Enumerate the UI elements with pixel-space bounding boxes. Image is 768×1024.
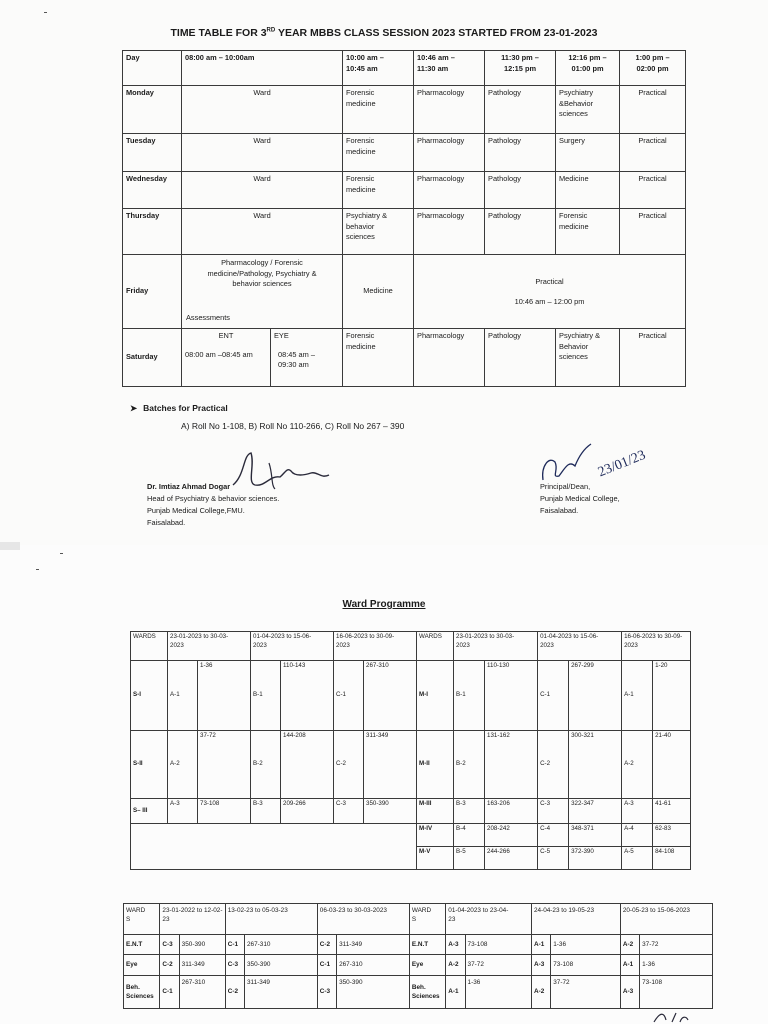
roll-range: 110-130 bbox=[485, 661, 538, 731]
friday-subjects: Pharmacology / Forensic medicine/Pathology, Psychiatry & behavior sciences bbox=[207, 258, 317, 289]
ward-name: S-I bbox=[131, 661, 168, 731]
group-cell: A-3 bbox=[531, 955, 550, 976]
group-cell: C-1 bbox=[538, 661, 569, 731]
roll-range: 84-108 bbox=[653, 847, 691, 870]
wards-header: WARD S bbox=[124, 904, 160, 935]
slot-header: 12:16 pm – 01:00 pm bbox=[556, 51, 620, 86]
group-cell: A-2 bbox=[622, 731, 653, 799]
group-cell: B-3 bbox=[454, 799, 485, 824]
group-cell: A-1 bbox=[531, 935, 550, 955]
group-cell: C-2 bbox=[317, 935, 336, 955]
subject-cell: Pathology bbox=[485, 134, 556, 172]
subject-cell: Pharmacology bbox=[414, 134, 485, 172]
group-cell: C-5 bbox=[538, 847, 569, 870]
group-cell: C-2 bbox=[160, 955, 179, 976]
group-cell: C-1 bbox=[160, 976, 179, 1009]
roll-range: 41-61 bbox=[653, 799, 691, 824]
subject-cell: Forensic medicine bbox=[343, 86, 414, 134]
period-header: 23-01-2022 to 12-02-23 bbox=[160, 904, 225, 935]
ent-time: 08:00 am –08:45 am bbox=[185, 349, 253, 359]
table-row bbox=[131, 824, 691, 847]
ward-name: Eye bbox=[409, 955, 445, 976]
subject-cell: Practical bbox=[620, 172, 686, 209]
table-row bbox=[123, 172, 686, 209]
table-row bbox=[131, 661, 691, 731]
subject-cell: Psychiatry & Behavior sciences bbox=[556, 329, 620, 387]
friday-row bbox=[123, 255, 686, 329]
ent-eye-beh-table bbox=[123, 903, 713, 1009]
roll-range: 372-390 bbox=[569, 847, 622, 870]
period-header: 24-04-23 to 19-05-23 bbox=[531, 904, 620, 935]
group-cell: C-2 bbox=[225, 976, 244, 1009]
friday-subjects-cell bbox=[182, 255, 343, 329]
ward-name: Eye bbox=[124, 955, 160, 976]
subject-cell: Practical bbox=[620, 86, 686, 134]
table-row bbox=[123, 209, 686, 255]
day-cell: Monday bbox=[123, 86, 182, 134]
period-header: 01-04-2023 to 15-06- 2023 bbox=[251, 632, 334, 661]
slot-header: 10:46 am – 11:30 am bbox=[414, 51, 485, 86]
roll-range: 350-390 bbox=[244, 955, 317, 976]
group-cell: A-3 bbox=[620, 976, 639, 1009]
roll-range: 267-310 bbox=[244, 935, 317, 955]
signatory-institution: Punjab Medical College,FMU. bbox=[147, 505, 245, 515]
ward-name: M-IV bbox=[417, 824, 454, 847]
group-cell: B-5 bbox=[454, 847, 485, 870]
roll-range: 322-347 bbox=[569, 799, 622, 824]
roll-range: 37-72 bbox=[465, 955, 531, 976]
roll-range: 1-36 bbox=[640, 955, 713, 976]
group-cell: C-4 bbox=[538, 824, 569, 847]
subject-cell: Psychiatry &Behavior sciences bbox=[556, 86, 620, 134]
scan-mark bbox=[60, 553, 63, 554]
period-header: 06-03-23 to 30-03-2023 bbox=[317, 904, 409, 935]
ward-cell: Ward bbox=[182, 86, 343, 134]
empty-cell bbox=[131, 824, 417, 870]
title-superscript: RD bbox=[266, 27, 276, 34]
title-text: TIME TABLE FOR 3 bbox=[170, 27, 267, 39]
slot-header: 1:00 pm – 02:00 pm bbox=[620, 51, 686, 86]
practical-label: Practical bbox=[535, 277, 564, 287]
subject-cell: Psychiatry & behavior sciences bbox=[343, 209, 414, 255]
group-cell: A-4 bbox=[622, 824, 653, 847]
signature-right bbox=[540, 481, 620, 517]
ward-cell: Ward bbox=[182, 134, 343, 172]
group-cell: B-3 bbox=[251, 799, 281, 824]
batches-heading bbox=[130, 403, 228, 414]
wards-header: WARD S bbox=[409, 904, 445, 935]
roll-range: 267-299 bbox=[569, 661, 622, 731]
group-cell: A-1 bbox=[168, 661, 198, 731]
roll-range: 110-143 bbox=[281, 661, 334, 731]
table-row bbox=[131, 799, 691, 824]
roll-range: 21-40 bbox=[653, 731, 691, 799]
signature-date-text: 23/01/23 bbox=[596, 447, 648, 481]
group-cell: A-5 bbox=[622, 847, 653, 870]
bottom-header-row bbox=[124, 904, 713, 935]
table-row bbox=[124, 955, 713, 976]
signatory-city: Faisalabad. bbox=[540, 505, 579, 515]
day-cell: Tuesday bbox=[123, 134, 182, 172]
group-cell: C-2 bbox=[538, 731, 569, 799]
timetable bbox=[122, 50, 686, 387]
roll-range: 37-72 bbox=[198, 731, 251, 799]
group-cell: A-2 bbox=[531, 976, 550, 1009]
roll-range: 311-349 bbox=[244, 976, 317, 1009]
subject-cell: Pathology bbox=[485, 172, 556, 209]
title-text-rest: YEAR MBBS CLASS SESSION 2023 STARTED FROM 23-01-2023 bbox=[275, 27, 598, 39]
slot-header: 10:00 am – 10:45 am bbox=[343, 51, 414, 86]
roll-range: 131-162 bbox=[485, 731, 538, 799]
day-cell: Thursday bbox=[123, 209, 182, 255]
roll-range: 73-108 bbox=[640, 976, 713, 1009]
roll-range: 144-208 bbox=[281, 731, 334, 799]
signatory-city: Faisalabad. bbox=[147, 517, 186, 527]
subject-cell: Pathology bbox=[485, 329, 556, 387]
subject-cell: Pathology bbox=[485, 209, 556, 255]
group-cell: C-3 bbox=[160, 935, 179, 955]
roll-range: 1-36 bbox=[198, 661, 251, 731]
roll-range: 1-20 bbox=[653, 661, 691, 731]
roll-range: 348-371 bbox=[569, 824, 622, 847]
ward-programme-table bbox=[130, 631, 691, 870]
signatory-title: Head of Psychiatry & behavior sciences. bbox=[147, 493, 280, 503]
ward-name: E.N.T bbox=[409, 935, 445, 955]
subject-cell: Medicine bbox=[556, 172, 620, 209]
subject-cell: Forensic medicine bbox=[556, 209, 620, 255]
batches-heading-text: Batches for Practical bbox=[143, 403, 228, 413]
ward-name: M-II bbox=[417, 731, 454, 799]
batches-rolls: A) Roll No 1-108, B) Roll No 110-266, C) Roll No 267 – 390 bbox=[181, 421, 405, 431]
group-cell: B-2 bbox=[454, 731, 485, 799]
ward-name: M-V bbox=[417, 847, 454, 870]
wards-header: WARDS bbox=[417, 632, 454, 661]
roll-range: 73-108 bbox=[465, 935, 531, 955]
practical-time: 10:46 am – 12:00 pm bbox=[514, 296, 585, 306]
table-row bbox=[124, 976, 713, 1009]
page-title bbox=[0, 27, 768, 39]
group-cell: A-3 bbox=[168, 799, 198, 824]
ward-name: Beh. Sciences bbox=[409, 976, 445, 1009]
roll-range: 350-390 bbox=[337, 976, 410, 1009]
roll-range: 1-36 bbox=[551, 935, 621, 955]
day-cell: Saturday bbox=[123, 329, 182, 387]
table-row bbox=[123, 86, 686, 134]
ward-cell: Ward bbox=[182, 209, 343, 255]
slot-header: 11:30 pm – 12:15 pm bbox=[485, 51, 556, 86]
header-row bbox=[123, 51, 686, 86]
ward-header-row bbox=[131, 632, 691, 661]
slot-header: 08:00 am – 10:00am bbox=[182, 51, 343, 86]
table-row bbox=[124, 935, 713, 955]
group-cell: C-1 bbox=[317, 955, 336, 976]
practical-cell bbox=[414, 255, 686, 329]
roll-range: 311-349 bbox=[364, 731, 417, 799]
ward-name: M-III bbox=[417, 799, 454, 824]
ward-name: S– III bbox=[131, 799, 168, 824]
period-header: 13-02-23 to 05-03-23 bbox=[225, 904, 317, 935]
group-cell: A-2 bbox=[168, 731, 198, 799]
roll-range: 244-266 bbox=[485, 847, 538, 870]
roll-range: 1-36 bbox=[465, 976, 531, 1009]
period-header: 01-04-2023 to 15-06- 2023 bbox=[538, 632, 622, 661]
period-header: 16-06-2023 to 30-09- 2023 bbox=[334, 632, 417, 661]
subject-cell: Pharmacology bbox=[414, 172, 485, 209]
roll-range: 37-72 bbox=[640, 935, 713, 955]
ward-name: S-II bbox=[131, 731, 168, 799]
day-header: Day bbox=[123, 51, 182, 86]
group-cell: B-4 bbox=[454, 824, 485, 847]
ent-cell bbox=[182, 329, 271, 387]
roll-range: 311-349 bbox=[337, 935, 410, 955]
roll-range: 350-390 bbox=[364, 799, 417, 824]
period-header: 01-04-2023 to 23-04- 23 bbox=[446, 904, 532, 935]
roll-range: 73-108 bbox=[551, 955, 621, 976]
group-cell: C-3 bbox=[334, 799, 364, 824]
group-cell: C-1 bbox=[334, 661, 364, 731]
table-row bbox=[123, 134, 686, 172]
signature-fragment-image bbox=[650, 1010, 690, 1024]
subject-cell: Pharmacology bbox=[414, 209, 485, 255]
roll-range: 267-310 bbox=[179, 976, 225, 1009]
saturday-row bbox=[123, 329, 686, 387]
roll-range: 350-390 bbox=[179, 935, 225, 955]
ward-name: E.N.T bbox=[124, 935, 160, 955]
page-edge bbox=[0, 542, 20, 550]
scan-mark bbox=[36, 569, 39, 570]
subject-cell: Medicine bbox=[343, 255, 414, 329]
roll-range: 37-72 bbox=[551, 976, 621, 1009]
period-header: 16-06-2023 to 30-09- 2023 bbox=[622, 632, 691, 661]
period-header: 23-01-2023 to 30-03- 2023 bbox=[168, 632, 251, 661]
ward-name: Beh. Sciences bbox=[124, 976, 160, 1009]
signature-left bbox=[147, 481, 279, 528]
ent-label: ENT bbox=[218, 331, 234, 340]
signature-right-image bbox=[535, 418, 695, 488]
subject-cell: Forensic medicine bbox=[343, 172, 414, 209]
roll-range: 208-242 bbox=[485, 824, 538, 847]
wards-header: WARDS bbox=[131, 632, 168, 661]
group-cell: A-2 bbox=[446, 955, 465, 976]
roll-range: 300-321 bbox=[569, 731, 622, 799]
signatory-name: Dr. Imtiaz Ahmad Dogar bbox=[147, 482, 231, 491]
subject-cell: Practical bbox=[620, 134, 686, 172]
table-row bbox=[131, 731, 691, 799]
subject-cell: Forensic medicine bbox=[343, 134, 414, 172]
group-cell: B-1 bbox=[454, 661, 485, 731]
eye-cell bbox=[271, 329, 343, 387]
roll-range: 73-108 bbox=[198, 799, 251, 824]
group-cell: B-1 bbox=[251, 661, 281, 731]
group-cell: B-2 bbox=[251, 731, 281, 799]
scan-mark bbox=[44, 12, 47, 13]
group-cell: A-3 bbox=[446, 935, 465, 955]
roll-range: 311-349 bbox=[179, 955, 225, 976]
period-header: 20-05-23 to 15-06-2023 bbox=[620, 904, 712, 935]
ward-cell: Ward bbox=[182, 172, 343, 209]
group-cell: C-3 bbox=[538, 799, 569, 824]
group-cell: A-2 bbox=[620, 935, 639, 955]
roll-range: 163-206 bbox=[485, 799, 538, 824]
subject-cell: Practical bbox=[620, 329, 686, 387]
subject-cell: Pathology bbox=[485, 86, 556, 134]
subject-cell: Practical bbox=[620, 209, 686, 255]
group-cell: A-1 bbox=[620, 955, 639, 976]
group-cell: A-1 bbox=[622, 661, 653, 731]
ward-programme-title: Ward Programme bbox=[342, 599, 426, 610]
assessments-label: Assessments bbox=[186, 313, 230, 323]
group-cell: C-2 bbox=[334, 731, 364, 799]
subject-cell: Pharmacology bbox=[414, 329, 485, 387]
group-cell: C-3 bbox=[225, 955, 244, 976]
eye-time: 08:45 am – 09:30 am bbox=[278, 349, 315, 370]
roll-range: 267-310 bbox=[337, 955, 410, 976]
group-cell: A-3 bbox=[622, 799, 653, 824]
eye-label: EYE bbox=[274, 331, 289, 340]
subject-cell: Pharmacology bbox=[414, 86, 485, 134]
arrow-bullet-icon: ➤ bbox=[130, 403, 138, 413]
subject-cell: Forensic medicine bbox=[343, 329, 414, 387]
roll-range: 62-83 bbox=[653, 824, 691, 847]
ward-name: M-I bbox=[417, 661, 454, 731]
period-header: 23-01-2023 to 30-03- 2023 bbox=[454, 632, 538, 661]
day-cell: Wednesday bbox=[123, 172, 182, 209]
signatory-institution: Punjab Medical College, bbox=[540, 493, 620, 503]
group-cell: C-3 bbox=[317, 976, 336, 1009]
group-cell: A-1 bbox=[446, 976, 465, 1009]
roll-range: 209-266 bbox=[281, 799, 334, 824]
roll-range: 267-310 bbox=[364, 661, 417, 731]
signatory-title: Principal/Dean, bbox=[540, 482, 591, 491]
day-cell: Friday bbox=[123, 255, 182, 329]
subject-cell: Surgery bbox=[556, 134, 620, 172]
group-cell: C-1 bbox=[225, 935, 244, 955]
